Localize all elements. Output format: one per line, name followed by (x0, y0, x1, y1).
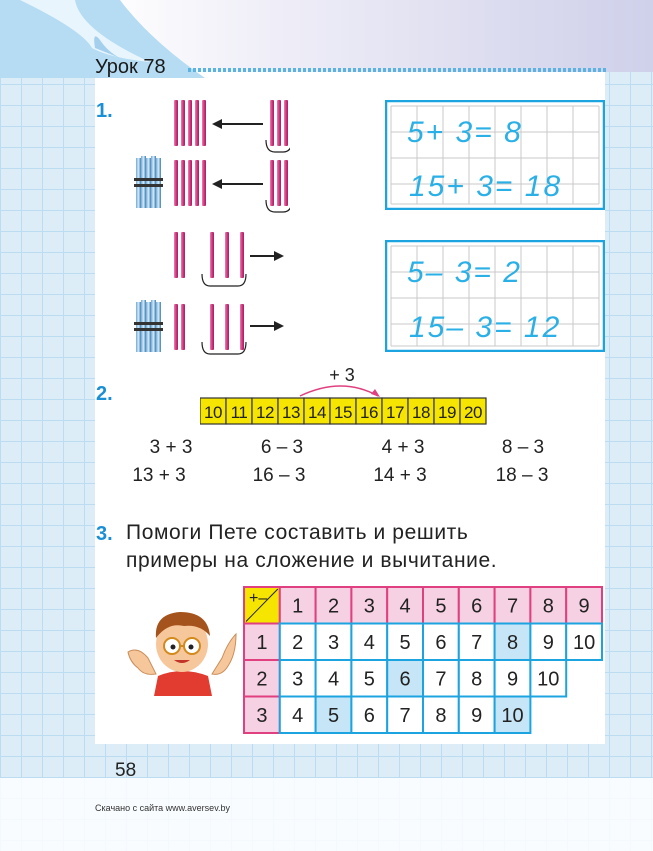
table-header-cell-value: 3 (363, 595, 375, 618)
table-sum-cell (351, 697, 387, 734)
table-sum-cell (351, 624, 387, 661)
table-sum-cell (387, 697, 423, 734)
expression: 13 + 3 (132, 465, 186, 486)
table-sum-cell (566, 624, 602, 661)
table-header-cell-value: 7 (506, 595, 519, 618)
table-sum-cell-value: 6 (399, 668, 411, 691)
table-sum-cell (280, 624, 316, 661)
stick-row-3 (174, 232, 284, 286)
table-header-cell (387, 587, 423, 624)
table-sum-cell (351, 660, 387, 697)
number-line-value: 17 (386, 403, 404, 422)
number-line-value: 10 (204, 403, 222, 422)
table-sum-cell (459, 624, 495, 661)
table-sum-cell (423, 624, 459, 661)
table-sum-cell (280, 660, 316, 697)
grid-2-line-1: 5– 3= 2 (407, 256, 522, 289)
table-sum-cell-value: 5 (399, 631, 411, 654)
number-line-value: 12 (256, 403, 274, 422)
table-header-cell (351, 587, 387, 624)
sticks-illustration (130, 96, 290, 358)
boy-character-illustration (124, 606, 244, 696)
table-header-cell-value: 9 (578, 595, 590, 618)
table-header-cell (495, 587, 531, 624)
table-sum-cell-value: 7 (471, 631, 483, 654)
table-sum-cell (459, 697, 495, 734)
table-sum-cell (423, 660, 459, 697)
table-sum-cell (280, 697, 316, 734)
table-header-cell (530, 587, 566, 624)
stick-row-4 (134, 300, 284, 354)
number-line-value: 20 (464, 403, 482, 422)
number-line-cell (460, 398, 486, 424)
table-sum-cell-value: 10 (572, 631, 596, 654)
answer-grid-2 (385, 240, 605, 352)
table-sum-cell (495, 660, 531, 697)
table-sum-cell (495, 624, 531, 661)
table-sum-cell-value: 8 (506, 631, 519, 654)
table-sum-cell-value: 4 (327, 668, 340, 691)
expression: 16 – 3 (252, 465, 306, 486)
table-sum-cell-value: 4 (363, 631, 375, 654)
addition-table (242, 585, 604, 741)
table-sum-cell (530, 624, 566, 661)
exercise-2-number: 2. (96, 383, 113, 405)
expression: 4 + 3 (381, 437, 425, 458)
table-sum-cell-value: 5 (327, 704, 340, 727)
exercise-3-number: 3. (96, 523, 113, 545)
table-sum-cell-value: 2 (292, 631, 304, 654)
number-line-cell (408, 398, 434, 424)
number-line-cell (330, 398, 356, 424)
expression: 18 – 3 (495, 465, 549, 486)
number-line-value: 15 (334, 403, 352, 422)
table-sum-cell (316, 624, 352, 661)
table-header-cell-value: 8 (542, 595, 554, 618)
table-sum-cell (316, 660, 352, 697)
page-number: 58 (115, 760, 137, 781)
table-corner-label: +– (249, 590, 268, 607)
number-line-cell (226, 398, 252, 424)
stick-row-1 (174, 100, 290, 152)
lesson-title: Урок 78 (95, 56, 166, 78)
number-line-value: 14 (308, 403, 326, 422)
task-text-line-1: Помоги Пете составить и решить (126, 521, 469, 544)
number-line-value: 11 (230, 403, 248, 422)
exercise-1-number: 1. (96, 100, 113, 122)
table-header-cell (566, 587, 602, 624)
table-sum-cell-value: 3 (327, 631, 340, 654)
table-sum-cell (423, 697, 459, 734)
stick-bundle-icon (134, 156, 163, 208)
table-header-cell-value: 1 (292, 595, 304, 618)
table-sum-cell-value: 5 (363, 668, 375, 691)
number-line-value: 19 (438, 403, 456, 422)
table-row-label (244, 624, 280, 661)
number-line-cell (200, 398, 226, 424)
table-row-label (244, 660, 280, 697)
table-row-label-value: 1 (256, 631, 268, 654)
table-sum-cell-value: 7 (435, 668, 447, 691)
number-line-cell (252, 398, 278, 424)
table-header-cell (459, 587, 495, 624)
bottom-strip (0, 778, 653, 851)
expression: 8 – 3 (501, 437, 545, 458)
table-sum-cell (495, 697, 531, 734)
table-sum-cell (459, 660, 495, 697)
table-sum-cell-value: 3 (292, 668, 304, 691)
table-sum-cell-value: 8 (471, 668, 483, 691)
header-dotted-rule (188, 68, 606, 72)
number-line-value: 13 (282, 403, 300, 422)
table-sum-cell (387, 660, 423, 697)
number-line-cell (356, 398, 382, 424)
expression: 14 + 3 (373, 465, 427, 486)
table-sum-cell-value: 7 (399, 704, 411, 727)
grid-1-line-2: 15+ 3= 18 (409, 170, 563, 203)
table-sum-cell-value: 9 (542, 631, 554, 654)
grid-1-line-1: 5+ 3= 8 (407, 116, 523, 149)
table-sum-cell (387, 624, 423, 661)
task-text-line-2: примеры на сложение и вычитание. (126, 549, 498, 572)
table-sum-cell-value: 10 (501, 704, 524, 727)
answer-grid-1 (385, 100, 605, 210)
table-row-label-value: 3 (256, 704, 268, 727)
expression: 3 + 3 (149, 437, 193, 458)
number-line-cell (278, 398, 304, 424)
number-line-cell (382, 398, 408, 424)
number-line (200, 364, 500, 426)
table-header-cell-value: 2 (327, 595, 340, 618)
table-header-cell-value: 5 (435, 595, 447, 618)
grid-2-line-2: 15– 3= 12 (409, 311, 562, 344)
expression: 6 – 3 (260, 437, 304, 458)
table-sum-cell-value: 6 (363, 704, 375, 727)
table-sum-cell-value: 4 (292, 704, 304, 727)
table-corner-cell (244, 587, 280, 624)
table-row-label (244, 697, 280, 734)
stick-bundle-icon (134, 300, 163, 352)
table-header-cell (316, 587, 352, 624)
table-row-label-value: 2 (256, 668, 268, 691)
footer-source-text: Скачано с сайта www.aversev.by (95, 803, 231, 813)
arrow-label: + 3 (329, 365, 355, 385)
table-sum-cell-value: 9 (471, 704, 483, 727)
table-sum-cell-value: 9 (506, 668, 519, 691)
table-header-cell (423, 587, 459, 624)
table-sum-cell (316, 697, 352, 734)
table-header-cell (280, 587, 316, 624)
table-sum-cell-value: 8 (435, 704, 447, 727)
table-sum-cell-value: 6 (435, 631, 447, 654)
number-line-cell (434, 398, 460, 424)
number-line-value: 18 (412, 403, 430, 422)
table-header-cell-value: 6 (471, 595, 483, 618)
number-line-cell (304, 398, 330, 424)
table-sum-cell (530, 660, 566, 697)
table-sum-cell-value: 10 (537, 668, 560, 691)
table-header-cell-value: 4 (399, 595, 411, 618)
stick-row-2 (134, 156, 290, 212)
number-line-value: 16 (360, 403, 378, 422)
